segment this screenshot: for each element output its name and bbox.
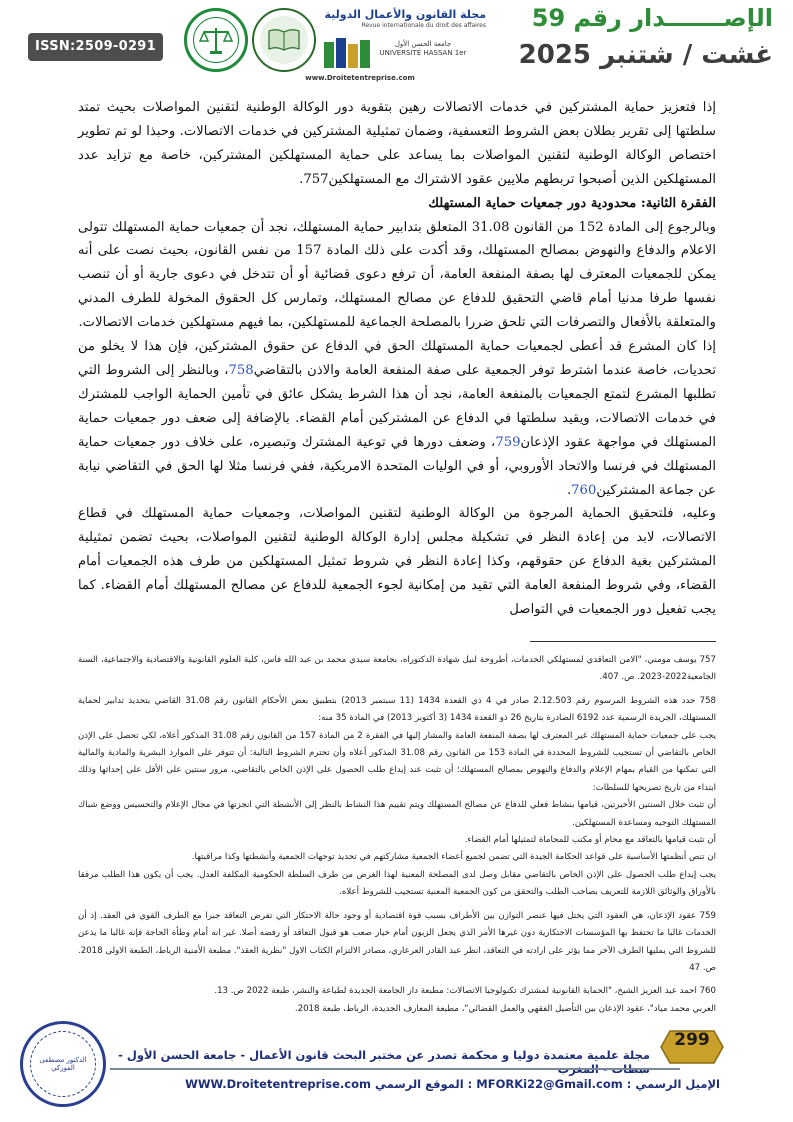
paragraph: إذا فتعزيز حماية المشتركين في خدمات الاتصالات رهين بتقوية دور الوكالة الوطنية لتقنين المواصلات بحيث تمتد سلطتها إلى تقرير بطلان بعض الشروط التعسفية، وضمان تمثيلية المشتركين في خدمات الاتصالات. وحبذا لو تم تطوير اختصاص الوكالة الوطنية لتقنين المواصلات بما يساعد على حماية المستهلكين المشتركين، خاصة مع تزايد عدد المستهلكين الذين أصبحوا تربطهم ملايين عقود الاشتراك مع المستهلكين757. — [78, 100, 716, 187]
site-label: : الموقع الرسمي — [375, 1077, 473, 1091]
footnote-760-text: العربي محمد مياد"، عقود الإذعان بين التأصيل الفقهي والعمل القضائي"، مطبعة المعارف الجديدة، الرباط، طبعة 2018. — [294, 1003, 716, 1014]
stamp-text: الدكتور مصطفى الفوركي — [30, 1031, 96, 1097]
footnote-ref-759[interactable]: 759 — [495, 434, 521, 450]
email-label: الإميل الرسمي : — [626, 1077, 720, 1091]
footnote-ref-760[interactable]: 760 — [571, 482, 597, 498]
footnote-757: 757 يوسف مومني، "الامن التعاقدي لمستهلكي الخدمات، أطروحة لنيل شهادة الدكتوراه، بجامعة سيدي محمد بن عبد الله فاس، كلية العلوم القانونية والاقتصادية والاجتماعية، السنة الجامعية2022-2023. ص. 407. — [78, 655, 716, 683]
university-name: جامعة الحسن الأول UNIVERSITÉ HASSAN 1er — [379, 40, 467, 57]
paragraph-text: . — [566, 482, 572, 498]
footer-journal-info: مجلة علمية معتمدة دوليا و محكمة تصدر عن مختبر البحث قانون الأعمال - جامعة الحسن الأول - — [118, 1048, 650, 1062]
footer-divider — [110, 1068, 680, 1070]
paragraph: وعليه، فلتحقيق الحماية المرجوة من الوكالة الوطنية لتقنين المواصلات، وجمعيات حماية المستهلك في قطاع الاتصالات، لابد من إعادة النظر في تشكيلة مجلس إدارة الوكالة الوطنية لتقنين المواصلات، بحيث تضمن تمثيلية المشتركين بغية الدفاع عن حقوقهم، وكذا إعادة النظر في شروط تمثيل المستهلكين من طرف هذه الجمعيات أمام القضاء، وفي شروط المنفعة العامة التي تقيد من إمكانية لجوء الجمعية للدفاع عن مصالح المستهلك أمام القضاء. كما يجب تفعيل دور الجمعيات في التواصل — [78, 506, 716, 618]
paragraph: وبالرجوع إلى المادة 152 من القانون 31.08 المتعلق بتدابير حماية المستهلك، نجد أن جمعيات حماية المستهلك تتولى الاعلام والدفاع والنهوض بمصالح المستهلك، وقد أكدت على ذلك المادة 157 من نفس القانون، بحيث نصت على أنه يمكن للجمعيات المعترف لها بصفة المنفعة العامة، أن ترفع دعوى قضائية أو أن تتدخل في دعوى جارية أو أن تنصب نفسها طرفا مدنيا أمام قاضي التحقيق للدفاع عن مصالح المستهلك، وتمارس كل الحقوق المخولة للطرف المدني والمتعلقة بالأفعال والتصرفات التي تلحق ضررا بالمصلحة الجماعية للمستهلكين، بما فيهم مستهلكين خدمات الاتصالات. — [78, 219, 716, 331]
scales-icon — [193, 17, 239, 63]
article-body — [78, 96, 716, 622]
page-header — [0, 0, 793, 90]
page-number: 299 — [674, 1030, 710, 1050]
issue-date: غشت / شتنبر 2025 — [518, 40, 773, 70]
paragraph-text: ، وضعف دورها في توعية المشترك وتبصيره، على خلاف دور جمعيات حماية المستهلك في فرنسا والاتحاد الأوروبي، أو في الوليات المتحدة الامريكية، ففي فرنسا مثلا لها الحق في التقاضي نيابة عن جماعة المشتركين — [78, 434, 716, 498]
section-heading: الفقرة الثانية: محدودية دور جمعيات حماية المستهلك — [428, 195, 716, 211]
university-seal — [252, 8, 316, 72]
footnote-759: 759 عقود الإذعان، هي العقود التي يختل فيها عنصر التوازن بين الأطراف بسبب قوة اقتصادية أو وجود حالة الاحتكار التي تفرض التعاقد جبرا مع الطرف القوي في العقد. إذ أن الخدمات غالبا ما تحتفظ بها المؤسسات الاحتكارية دون غيرها الأمر الذي يجعل الزبون أمام خيار صعب هو قبول التعاقد أو رفضه أصلا. غير انه أمام وطأة الحاجة فإنه غالبا ما يذعن للشروط التي يمليها الطرف الآخر مما يؤثر على ارادته في التعاقد، انظر عبد القادر العرعاري، مصادر الالتزام الكتاب الاول "نظرية العقد". مطبعة الأمنية الرباط، الطبعة الاولى 2018. ص. 47 — [78, 910, 716, 973]
footnote-758-text: يجب إيداع طلب الحصول على الإذن الخاص بالتقاضي مقابل وصل لدى المصلحة المعنية لهذا الغرض من طرف السلطة الحكومية المكلفة العدل. يجب أن يكون هذا الطلب مرفقا بالأوراق والوثائق اللازمة للتعريف بصاحب الطلب والتحقق من كون الجمعية المعنية تستجيب للشروط أعلاه. — [78, 869, 716, 898]
footnote-ref-758[interactable]: 758 — [228, 362, 254, 378]
lab-logo — [184, 8, 248, 72]
book-icon — [260, 16, 308, 64]
issue-number: الإصـــــــدار رقم 59 — [531, 4, 773, 32]
footer-contact — [110, 1077, 720, 1091]
footer-website[interactable]: WWW.Droitetentreprise.com — [185, 1077, 371, 1091]
footnote-758-text: ان تنص أنظمتها الأساسية على قواعد الحكامة الجيدة التي تضمن لجميع أعضاء الجمعية مشاركتهم في تحديد توجهات الجمعية وأنشطتها وكذا مراقبتها. — [191, 852, 716, 863]
paragraph-text: ، وبالنظر إلى الشروط التي تطلبها المشرع لتمتع الجمعيات بالمنفعة العامة، نجد أن هذا الشرط يشكل عائق في تأمين الحماية الواجب للمشترك في خدمات الاتصالات، ويقيد سلطتها في الدفاع عن المشتركين أمام القضاء. بالإضافة إلى ضعف دور جمعيات حماية المستهلك في مواجهة عقود الإذعان — [78, 362, 716, 450]
footnotes — [78, 652, 716, 1018]
journal-subtitle: Revue internationale du droit des affaires — [361, 22, 486, 29]
journal-masthead — [318, 6, 488, 72]
footnote-758-text: أن تثبت خلال السنتين الأخيرتين، قيامها بنشاط فعلي للدفاع عن مصالح المستهلك ويتم تقييم هذا النشاط بالنظر إلى الأنشطة التي انجزتها في مجال الإعلام والتحسيس ووضع شباك المستهلك التوجيه ومساعدة المستهلكين. — [78, 800, 716, 828]
books-logo-icon — [320, 34, 376, 70]
header-website[interactable]: www.Droitetentreprise.com — [305, 74, 415, 82]
footer-email[interactable]: MFORKi22@Gmail.com — [476, 1077, 623, 1091]
journal-name: مجلة القانون والأعمال الدولية — [324, 8, 486, 21]
paragraph-text: إذا كان المشرع قد أعطى لجمعيات حماية المستهلك الحق في الدفاع عن حقوق المشتركين، فإن هذا لا يخلو من تحديات، خاصة عندما اشترط توفر الجمعية على صفة المنفعة العامة والاذن بالتقاضي — [78, 339, 716, 378]
issn-badge: ISSN:2509-0291 — [28, 33, 163, 61]
footnote-separator — [530, 641, 716, 642]
footer-stamp — [20, 1021, 106, 1107]
footnote-758: 758 حدد هذه الشروط المرسوم رقم 2.12.503 صادر في 4 ذي القعدة 1434 (11 سبتمبر 2013) بتطبيق بعض الأحكام القانون رقم 31.08 القاضي بتحديد تدابير لحماية المستهلك، الجريدة الرسمية عدد 6192 الصادرة بتاريخ 26 ذو القعدة 1434 (3 أكتوبر 2013) في المادة 35 منه: — [78, 695, 717, 724]
footnote-758-text: أن تثبت قيامها بالتعاقد مع محام أو مكتب للمحاماة لتمثيلها أمام القضاء. — [464, 835, 716, 846]
footnote-758-text: يجب على جمعيات حماية المستهلك غير المعترف لها بصفة المنفعة العامة والمشار إليها في الفقرة 2 من المادة 157 من القانون رقم 31.08 المذكور أعلاه، لكي تحصل على الإذن الخاص بالتقاضي أن تستجيب للشروط المحددة في المادة 153 من القانون رقم 31.08 المذكور أعلاه وأن تحترم الشروط التالية: أن تتوفر على الموارد البشرية والمادية والمالية التي تمكنها من القيام بمهام الإعلام والدفاع والنهوض بمصالح المستهلك؛ أن تثبت عند إيداع طلب الحصول على الإذن الخاص بالتقاضي، مرور سنتين على الأقل على إحداثها وذلك ابتداء من تاريخ تصريحها للسلطات: — [78, 730, 716, 793]
paragraph — [78, 335, 716, 502]
footnote-760: 760 احمد عبد العزيز الشيخ، "الحماية القانونية لمشترك تكنولوجيا الاتصالات: مطبعة دار الجامعة الجديدة لطباعة والنشر، طبعة 2022 ص. 13. — [214, 986, 716, 997]
